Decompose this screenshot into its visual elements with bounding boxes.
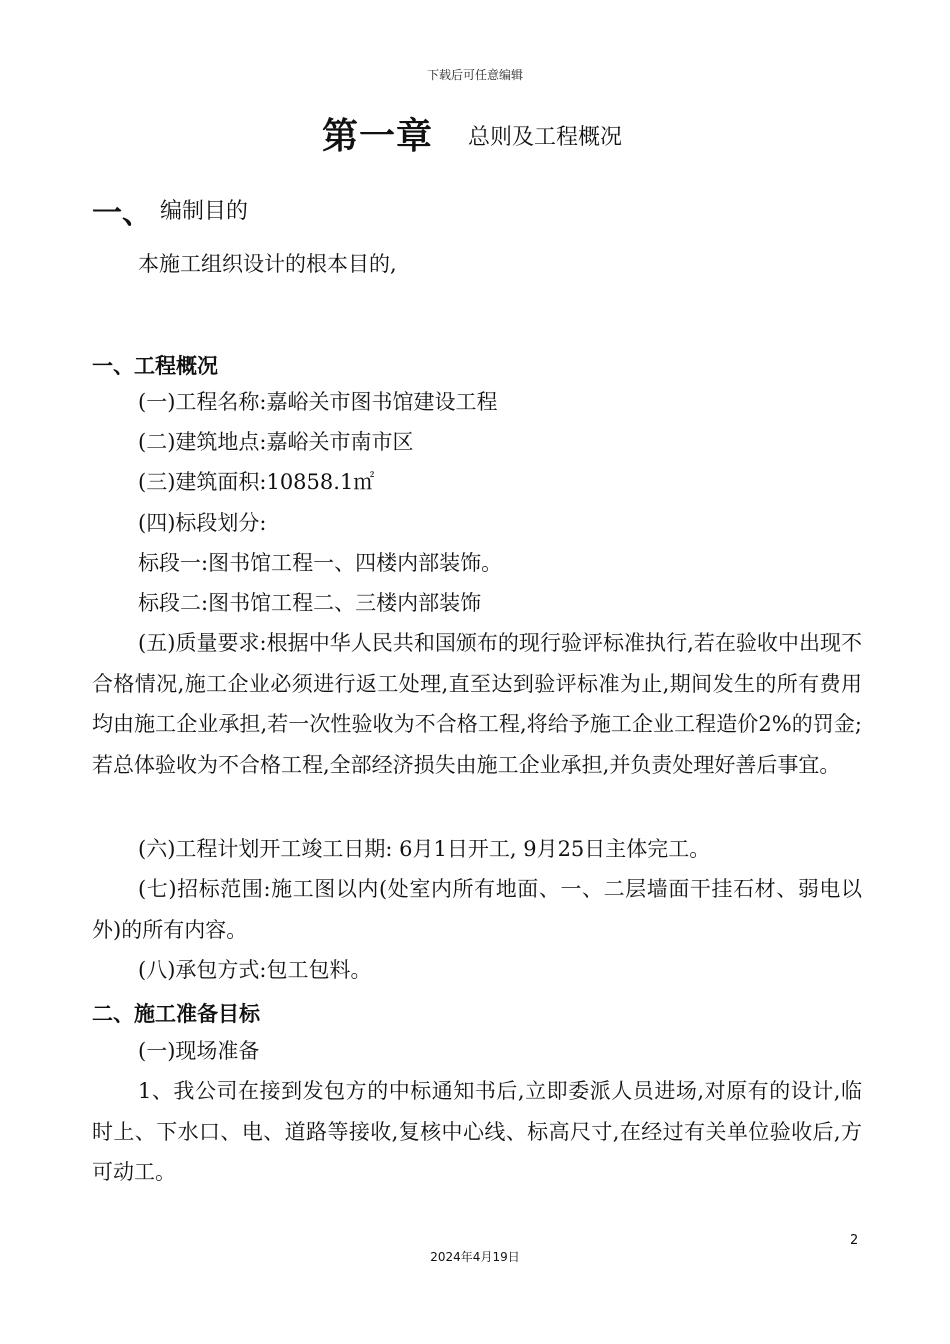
contract-paragraph: (八)承包方式:包工包料。 xyxy=(138,958,372,982)
overview-item-section-1: 标段一:图书馆工程一、四楼内部装饰。 xyxy=(138,551,503,575)
footer-date: 2024年4月19日 xyxy=(430,1250,520,1264)
schedule-paragraph: (六)工程计划开工竣工日期: 6月1日开工, 9月25日主体完工。 xyxy=(138,837,711,861)
prep-item-1: 1、我公司在接到发包方的中标通知书后,立即委派人员进场,对原有的设计,临时上、下水口、电、道路等接收,复核中心线、标高尺寸,在经过有关单位验收后,方可动工。 xyxy=(92,1079,862,1184)
prep-heading: 二、施工准备目标 xyxy=(92,1002,260,1026)
section-title: 编制目的 xyxy=(160,199,249,224)
quality-paragraph: (五)质量要求:根据中华人民共和国颁布的现行验评标准执行,若在验收中出现不合格情况,施工企业必须进行返工处理,直至达到验评标准为止,期间发生的所有费用均由施工企业承担,若一次性验收为不合格工程,将给予施工企业工程造价2%的罚金;若总体验收为不合格工程,全部经济损失由施工企业承担,并负责处理好善后事宜。 xyxy=(92,631,862,777)
overview-item-name: (一)工程名称:嘉峪关市图书馆建设工程 xyxy=(138,390,498,414)
chapter-title: 第一章 xyxy=(322,116,434,157)
scope-paragraph: (七)招标范围:施工图以内(处室内所有地面、一、二层墙面干挂石材、弱电以外)的所有内容。 xyxy=(92,877,862,942)
overview-item-section-2: 标段二:图书馆工程二、三楼内部装饰 xyxy=(138,591,482,615)
prep-subheading: (一)现场准备 xyxy=(138,1039,260,1063)
overview-item-sections: (四)标段划分: xyxy=(138,511,267,535)
section-number: 一、 xyxy=(92,196,152,231)
page-number: 2 xyxy=(850,1233,859,1248)
header-note: 下载后可任意编辑 xyxy=(426,68,523,82)
overview-heading: 一、工程概况 xyxy=(92,354,218,378)
section-body: 本施工组织设计的根本目的, xyxy=(138,252,397,276)
overview-item-location: (二)建筑地点:嘉峪关市南市区 xyxy=(138,430,414,454)
chapter-subtitle: 总则及工程概况 xyxy=(468,125,623,150)
overview-item-area: (三)建筑面积:10858.1㎡ xyxy=(138,470,375,494)
